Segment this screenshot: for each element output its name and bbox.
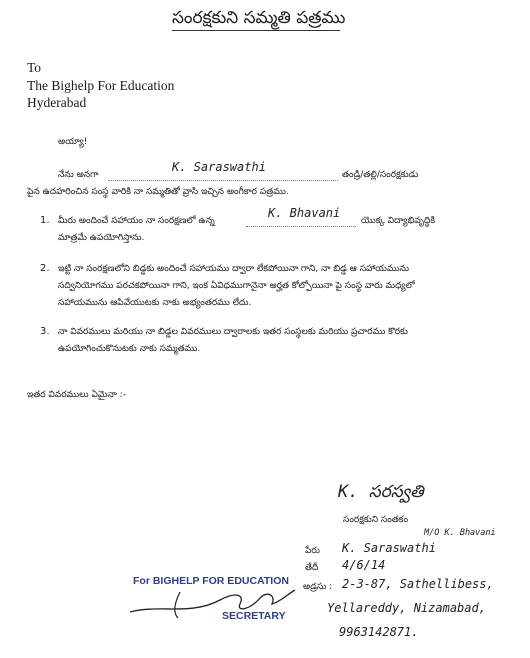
item-2-line3: సహాయమును ఆపివేయుటకు నాకు అభ్యంతరము లేదు. [58, 298, 252, 308]
other-details-label: ఇతర వివరములు ఏమైనా :- [27, 390, 126, 400]
relation-label: తండ్రి/తల్లి/సంరక్షకుడు [342, 170, 419, 180]
item-1-line2: మాత్రమే ఉపయోగిస్తాను. [58, 233, 145, 243]
name-label: పేరు [305, 546, 320, 556]
address-line-3: 9963142871. [339, 625, 419, 639]
item-2-line2: సద్వినియోగము పరచకపోయినా గాని, ఇంక ఏవిధముగానైనా అర్హత కోల్పోయినా పై సంస్థ వారు మధ్యలో [58, 281, 415, 291]
address-label: అడ్రసు : [303, 582, 333, 592]
intro-line2: పైన ఉదహరించిన సంస్థ వారికి నా సమ్మతితో వ్రాసి ఇచ్చిన అంగీకార పత్రము. [27, 187, 289, 197]
intro-prefix: నేను అనగా [58, 170, 99, 180]
signature-label: సంరక్షకుని సంతకం [343, 515, 409, 525]
signature-note: M/O K. Bhavani [424, 528, 496, 538]
guardian-name: K. Saraswathi [172, 160, 266, 174]
date-label: తేదీ [305, 563, 319, 573]
date-value: 4/6/14 [342, 558, 386, 572]
stamp-org: For BIGHELP FOR EDUCATION [133, 575, 289, 587]
address-to: To [27, 60, 42, 75]
item-3-number: 3. [40, 326, 50, 337]
address-line-1: 2-3-87, Sathellibess, [342, 577, 494, 591]
address-city: Hyderabad [27, 95, 87, 110]
item-2-line1: ఇట్టి నా సంరక్షణలోని బిడ్డకు అందించే సహాయము ద్వారా లేకపోయినా గాని, నా బిడ్డ ఆ సహాయమును [58, 264, 409, 274]
title-underline [172, 30, 340, 31]
item-1-text-a: మీరు అందించే సహాయం నా సంరక్షణలో ఉన్న [58, 216, 215, 226]
guardian-signature: K. సరస్వతి [338, 482, 424, 502]
item-2-number: 2. [40, 263, 50, 274]
address-org: The Bighelp For Education [27, 78, 175, 93]
item-3-line1: నా వివరములు మరియు నా బిడ్డల వివరములు ద్వారాలకు ఇతర సంస్థలకు మరియు ప్రచారము కొరకు [58, 327, 408, 337]
salutation: అయ్యా! [58, 137, 88, 147]
address-line-2: Yellareddy, Nizamabad, [327, 601, 486, 615]
item-1-text-b: యొక్క విద్యాభివృద్ధికి [361, 216, 436, 226]
page-title: సంరక్షకుని సమ్మతి పత్రము [172, 8, 346, 28]
item-1-number: 1. [40, 215, 50, 226]
item-3-line2: ఉపయోగించుకొనుటకు నాకు సమ్మతము. [58, 344, 201, 354]
stamp-role: SECRETARY [222, 610, 286, 622]
student-name: K. Bhavani [268, 206, 341, 220]
name-value: K. Saraswathi [342, 541, 436, 555]
